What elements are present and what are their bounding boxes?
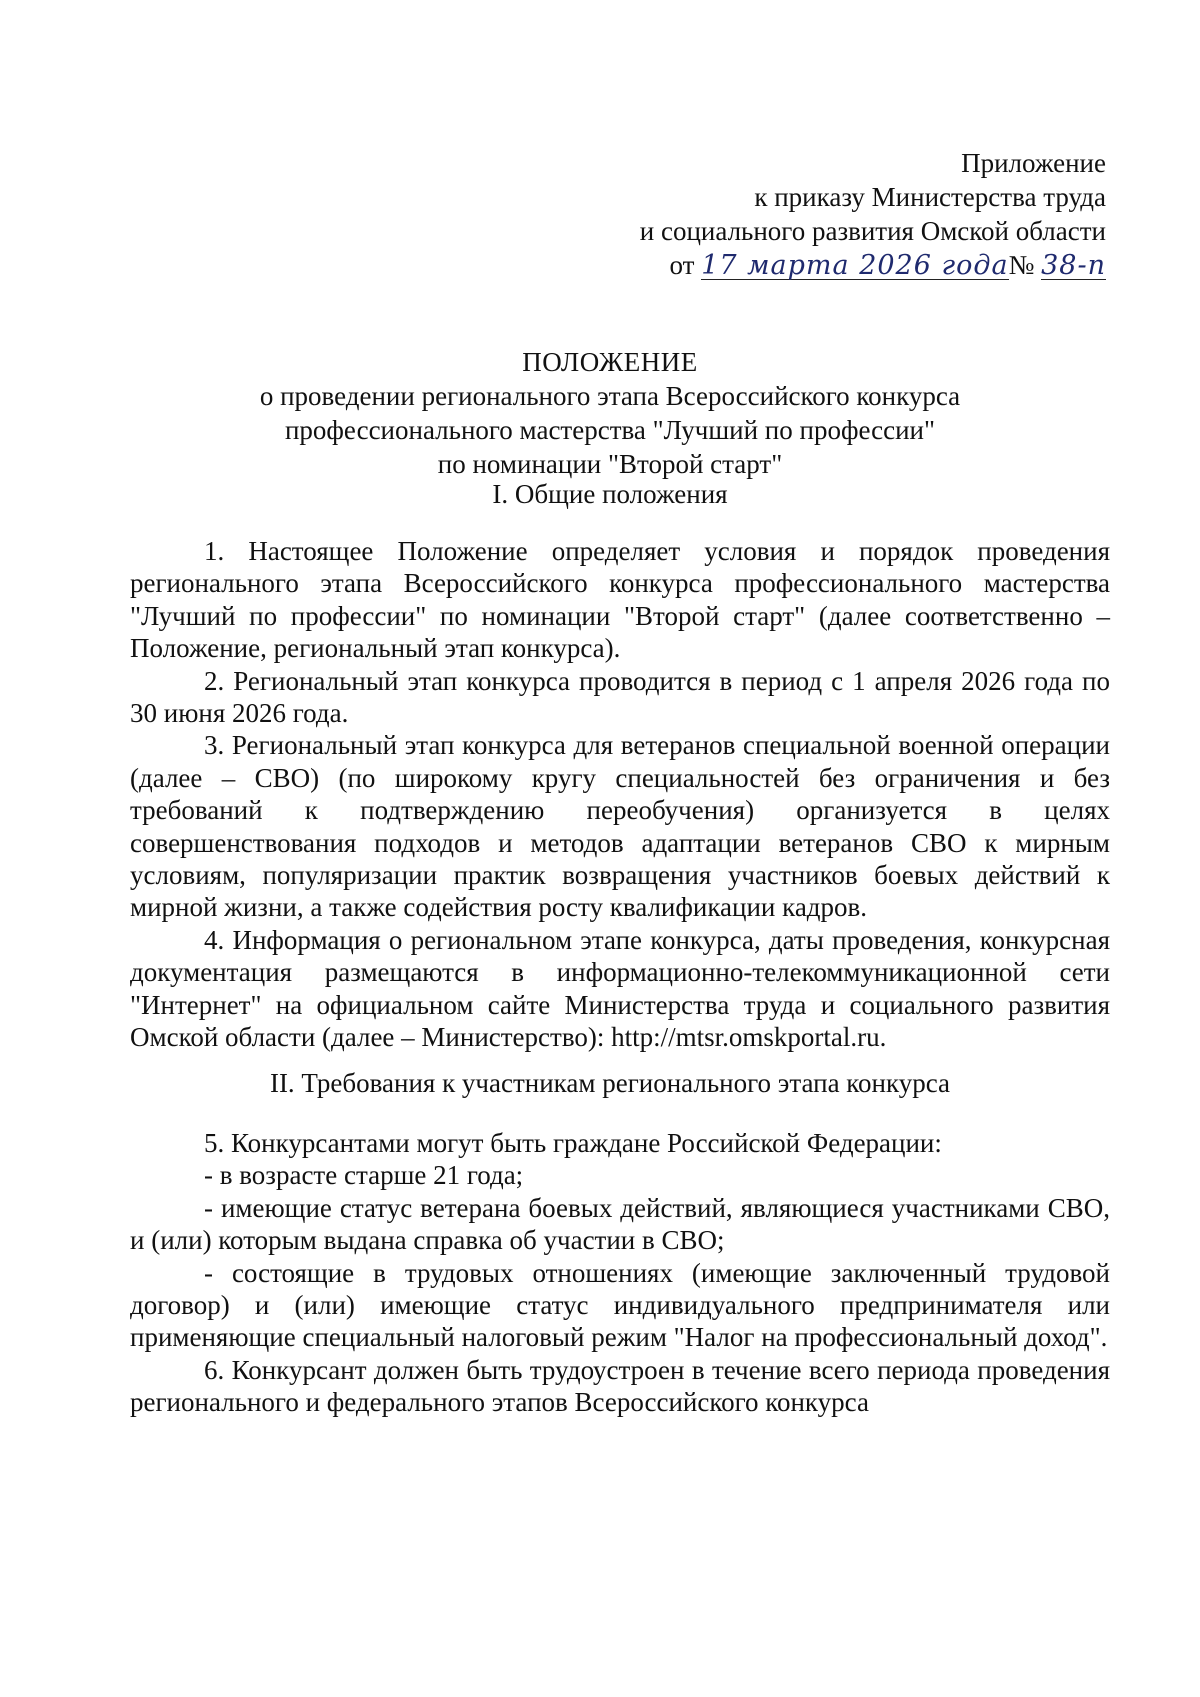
section-2-heading: II. Требования к участникам регионального этапа конкурса (269, 1068, 951, 1098)
appendix-block (640, 146, 1106, 282)
date-prefix: от (669, 250, 695, 280)
section-2-body (130, 1127, 1110, 1419)
list-item-veteran-status: - имеющие статус ветерана боевых действий, являющиеся участниками СВО, и (или) которым выдана справка об участии в СВО; (130, 1192, 1110, 1256)
paragraph-5: 5. Конкурсантами могут быть граждане Российской Федерации: (204, 1128, 942, 1158)
paragraph-4: 4. Информация о региональном этапе конкурса, даты проведения, конкурсная документация размещаются в информационно-телекоммуникационной сети "Интернет" на официальном сайте Министерства труда и социального развития Омской области (далее – Министерство): http://mtsr.omskportal.ru. (130, 924, 1110, 1053)
section-1-heading: I. Общие положения (492, 479, 728, 509)
list-item-age: - в возрасте старше 21 года; (204, 1160, 524, 1191)
appendix-ministry: и социального развития Омской области (639, 216, 1106, 246)
section-1-body (130, 535, 1110, 1054)
handwritten-number: 38-п (1041, 250, 1106, 281)
handwritten-date: 17 марта 2026 года (701, 250, 1009, 281)
number-prefix: № (1008, 250, 1035, 280)
paragraph-3: 3. Региональный этап конкурса для ветеранов специальной военной операции (далее – СВО) (по широкому кругу специальностей без ограничения и без требований к подтверждению переобучения) организуется в целях совершенствования подходов и методов адаптации ветеранов СВО к мирным условиям, популяризации практик возвращения участников боевых действий к мирной жизни, а также содействия росту квалификации кадров. (130, 730, 1110, 923)
appendix-order-ref: к приказу Министерства труда (754, 182, 1106, 212)
appendix-date-line (640, 248, 1106, 282)
title-line-3: профессионального мастерства "Лучший по профессии" (284, 415, 935, 445)
list-item-employment: - состоящие в трудовых отношениях (имеющие заключенный трудовой договор) и (или) имеющие статус индивидуального предпринимателя или применяющие специальный налоговый режим "Налог на профессиональный доход". (130, 1257, 1110, 1353)
paragraph-1: 1. Настоящее Положение определяет условия и порядок проведения регионального этапа Всероссийского конкурса профессионального мастерства "Лучший по профессии" по номинации "Второй старт" (далее соответственно – Положение, региональный этап конкурса). (130, 536, 1110, 664)
title-line-2: о проведении регионального этапа Всероссийского конкурса (259, 381, 961, 411)
paragraph-6: 6. Конкурсант должен быть трудоустроен в течение всего периода проведения регионального и федерального этапов Всероссийского конкурса (130, 1354, 1110, 1418)
title-main: ПОЛОЖЕНИЕ (522, 347, 698, 377)
paragraph-2: 2. Региональный этап конкурса проводится в период с 1 апреля 2026 года по 30 июня 2026 года. (130, 665, 1110, 729)
date-field (701, 252, 1008, 280)
number-field (1041, 252, 1106, 280)
title-line-4: по номинации "Второй старт" (437, 449, 783, 479)
appendix-title: Приложение (961, 148, 1106, 178)
document-title (130, 345, 1090, 481)
